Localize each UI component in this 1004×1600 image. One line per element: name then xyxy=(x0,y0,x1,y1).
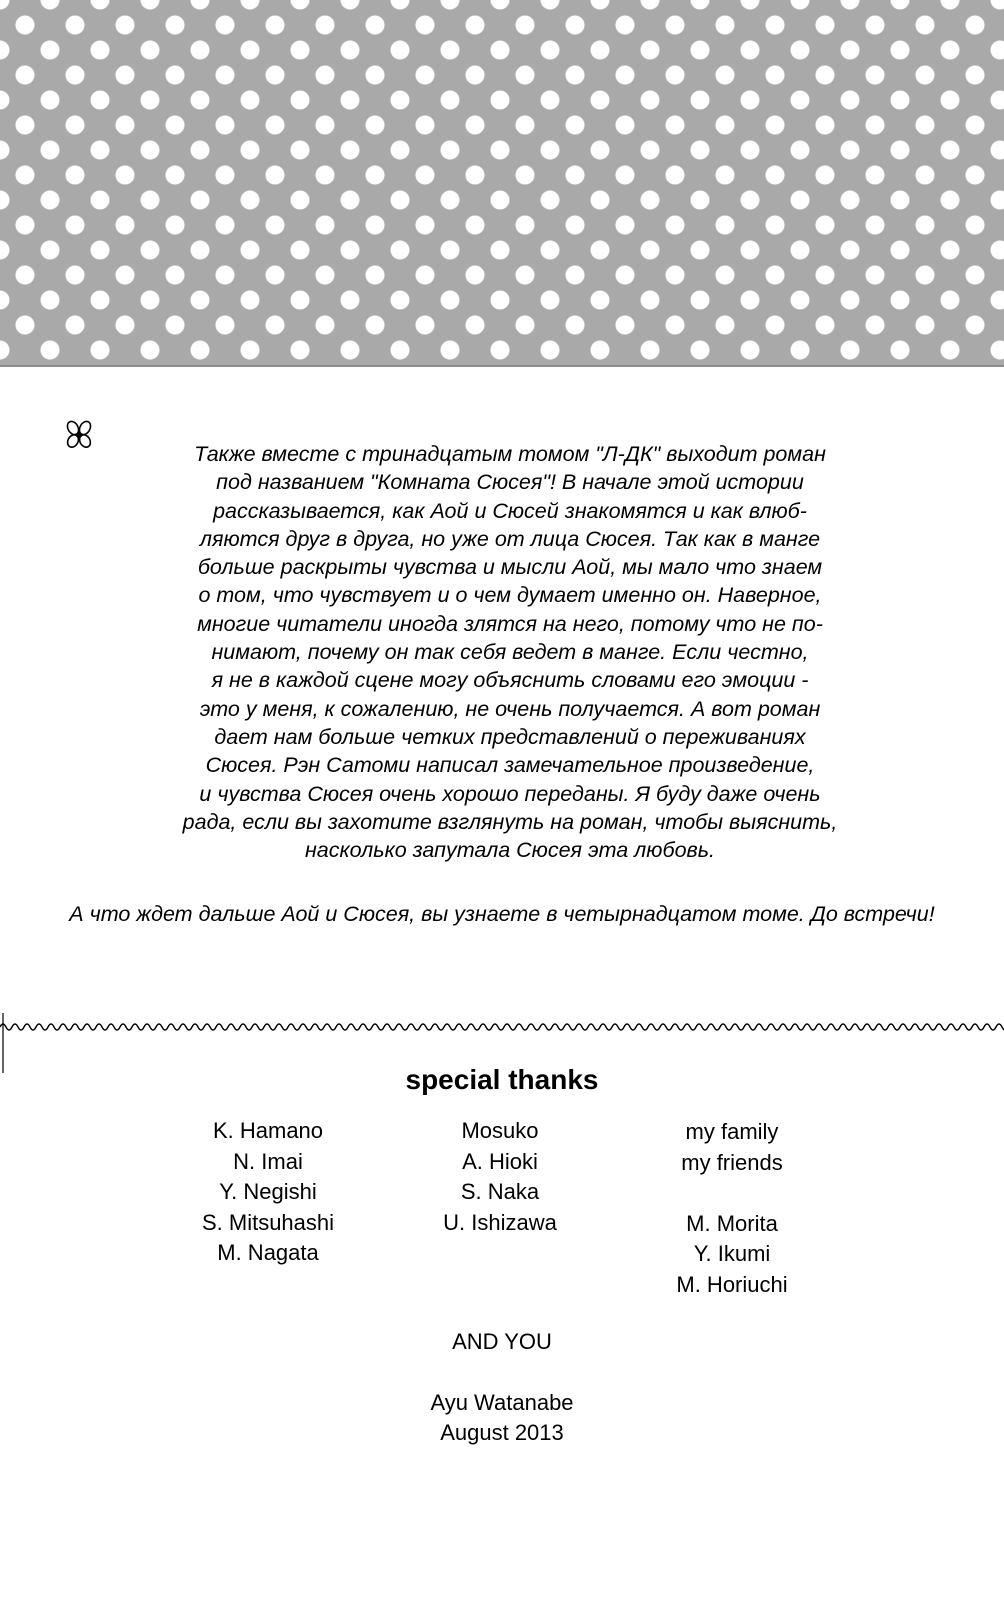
letter-closing: А что ждет дальше Аой и Сюсея, вы узнаете в четырнадцатом томе. До встречи! xyxy=(69,902,935,926)
thanks-name: M. Morita xyxy=(686,1210,778,1236)
thanks-column-2 xyxy=(390,1116,610,1238)
banner-edge xyxy=(0,365,1004,367)
letter-line: многие читатели иногда злятся на него, потому что не по- xyxy=(197,611,823,636)
letter-line: больше раскрыты чувства и мысли Аой, мы мало что знаем xyxy=(197,555,823,580)
letter-line: это у меня, к сожалению, не очень получается. А вот роман xyxy=(199,696,821,721)
thanks-name: Y. Negishi xyxy=(219,1179,317,1204)
and-you-text: AND YOU xyxy=(452,1329,552,1354)
thanks-column-1 xyxy=(158,1116,378,1269)
thanks-column-3 xyxy=(622,1117,842,1300)
author-letter xyxy=(60,440,960,864)
letter-line: нимают, почему он так себя ведет в манге. Если честно, xyxy=(211,640,809,665)
thanks-name: S. Naka xyxy=(460,1179,540,1204)
thanks-name: U. Ishizawa xyxy=(443,1209,557,1235)
thanks-spacer xyxy=(622,1178,842,1209)
thanks-name: Mosuko xyxy=(461,1118,539,1143)
letter-line: насколько запутала Сюсея эта любовь. xyxy=(304,838,716,863)
thanks-name: Y. Ikumi xyxy=(693,1241,771,1266)
thanks-name: my family xyxy=(685,1119,779,1144)
letter-line: рада, если вы захотите взглянуть на роман, чтобы выяснить, xyxy=(182,809,838,834)
polka-dot-banner xyxy=(0,0,1004,365)
special-thanks-title: special thanks xyxy=(405,1064,599,1095)
author-name: Ayu Watanabe xyxy=(430,1390,574,1415)
thanks-name: N. Imai xyxy=(233,1148,303,1174)
letter-line: Сюсея. Рэн Сатоми написал замечательное произведение, xyxy=(205,753,815,778)
letter-line: под названием "Комната Сюсея"! В начале этой истории xyxy=(216,470,804,495)
thanks-name: S. Mitsuhashi xyxy=(201,1209,335,1235)
letter-line: ляются друг в друга, но уже от лица Сюсея. Так как в манге xyxy=(199,526,821,551)
thanks-name: K. Hamano xyxy=(212,1118,324,1143)
thanks-name: A. Hioki xyxy=(462,1148,538,1174)
thanks-name: my friends xyxy=(681,1149,783,1175)
letter-line: и чувства Сюсея очень хорошо переданы. Я буду даже очень xyxy=(199,781,821,806)
letter-line: Также вместе с тринадцатым томом "Л-ДК" выходит роман xyxy=(194,442,826,466)
letter-line: я не в каждой сцене могу объяснить словами его эмоции - xyxy=(211,668,809,693)
letter-line: дает нам больше четких представлений о переживаниях xyxy=(214,724,806,749)
letter-line: рассказывается, как Аой и Сюсей знакомятся и как влюб- xyxy=(213,498,807,523)
thanks-name: M. Nagata xyxy=(217,1240,319,1265)
letter-line: о том, что чувствует и о чем думает именно он. Наверное, xyxy=(198,583,822,608)
signature-block xyxy=(0,1388,1004,1448)
signature-date: August 2013 xyxy=(440,1420,564,1445)
thanks-name: M. Horiuchi xyxy=(676,1271,788,1297)
